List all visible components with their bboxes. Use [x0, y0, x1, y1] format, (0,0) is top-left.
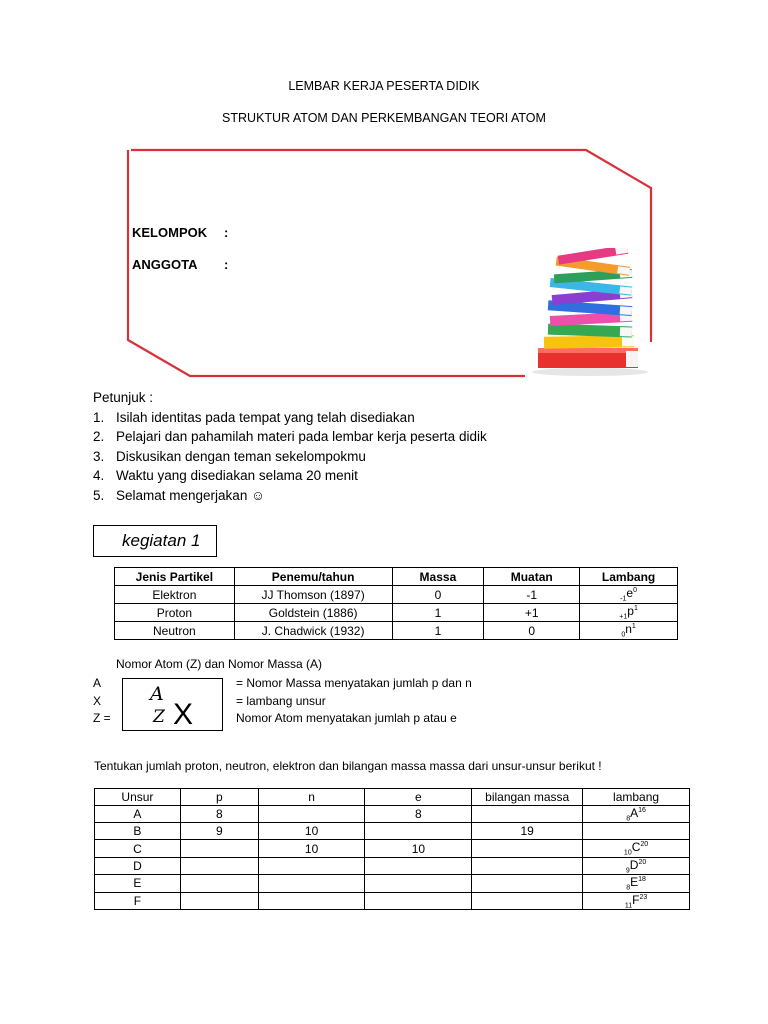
members-label: ANGGOTA [132, 257, 198, 272]
answer-cell[interactable] [180, 857, 258, 874]
notation-desc-z: Nomor Atom menyatakan jumlah p atau e [236, 711, 457, 725]
answer-cell[interactable]: 8 [180, 806, 258, 823]
table-row [95, 823, 690, 840]
table-cell: 0 [392, 586, 484, 604]
table-row [115, 604, 678, 622]
table-header-cell: Lambang [580, 568, 678, 586]
symbol-cell: $_9D^{20}$ [583, 857, 690, 874]
table-cell: +1 [484, 604, 580, 622]
answer-cell[interactable] [258, 857, 365, 874]
members-colon: : [224, 257, 229, 272]
table-row [95, 857, 690, 874]
table-cell: Proton [115, 604, 235, 622]
answer-cell[interactable] [180, 892, 258, 909]
notation-desc-a: = Nomor Massa menyatakan jumlah p dan n [236, 676, 472, 690]
table-header-cell: Massa [392, 568, 484, 586]
symbol-cell: $_0n^1$ [580, 622, 678, 640]
answer-cell[interactable] [472, 840, 583, 857]
table-cell: B [95, 823, 181, 840]
instruction-item: 1. Isilah identitas pada tempat yang telah disediakan [93, 409, 415, 425]
answer-cell[interactable]: 10 [365, 840, 472, 857]
table-cell: C [95, 840, 181, 857]
answer-cell[interactable] [258, 806, 365, 823]
instruction-item: 5. Selamat mengerjakan ☺ [93, 487, 265, 503]
table-header-cell: p [180, 789, 258, 806]
answer-cell[interactable] [180, 840, 258, 857]
notation-heading: Nomor Atom (Z) dan Nomor Massa (A) [116, 657, 323, 671]
notation-desc-x: = lambang unsur [236, 694, 326, 708]
symbol-cell: $_{11}F^{23}$ [583, 892, 690, 909]
instructions-heading: Petunjuk : [93, 390, 154, 405]
answer-cell[interactable]: 8 [365, 806, 472, 823]
answer-cell[interactable]: 19 [472, 823, 583, 840]
answer-cell[interactable] [365, 892, 472, 909]
notation-left-z: Z = [93, 711, 111, 725]
symbol-cell: $_{+1}p^1$ [580, 604, 678, 622]
answer-cell[interactable] [472, 857, 583, 874]
answer-cell[interactable] [180, 875, 258, 892]
table-header-cell: e [365, 789, 472, 806]
table-cell: Elektron [115, 586, 235, 604]
table-row [95, 806, 690, 823]
table-row [95, 875, 690, 892]
table-header-row [115, 568, 678, 586]
answer-cell[interactable] [472, 806, 583, 823]
table-cell: A [95, 806, 181, 823]
symbol-cell: $_8E^{18}$ [583, 875, 690, 892]
table-header-cell: Muatan [484, 568, 580, 586]
notation-box-z: Z [153, 707, 165, 727]
table-header-cell: bilangan massa [472, 789, 583, 806]
worksheet-subtitle: STRUKTUR ATOM DAN PERKEMBANGAN TEORI ATOM [222, 111, 546, 125]
table-cell: Neutron [115, 622, 235, 640]
table-cell: 0 [484, 622, 580, 640]
task-prompt: Tentukan jumlah proton, neutron, elektron dan bilangan massa massa dari unsur-unsur berikut ! [94, 759, 602, 773]
answer-cell[interactable] [365, 875, 472, 892]
symbol-cell: $_8A^{16}$ [583, 806, 690, 823]
table-header-cell: n [258, 789, 365, 806]
instruction-item: 4. Waktu yang disediakan selama 20 menit [93, 468, 358, 483]
table-cell: D [95, 857, 181, 874]
group-colon: : [224, 225, 229, 240]
table-header-row [95, 789, 690, 806]
table-header-cell: lambang [583, 789, 690, 806]
instruction-item: 3. Diskusikan dengan teman sekelompokmu [93, 448, 366, 464]
table-cell: J. Chadwick (1932) [234, 622, 392, 640]
table-row [115, 622, 678, 640]
instruction-item: 2. Pelajari dan pahamilah materi pada lembar kerja peserta didik [93, 429, 487, 444]
answer-cell[interactable] [365, 857, 472, 874]
activity-label-box [93, 525, 217, 557]
answer-cell[interactable] [472, 875, 583, 892]
notation-left-a: A [93, 676, 102, 690]
particles-table [114, 567, 678, 640]
table-cell: E [95, 875, 181, 892]
answer-cell[interactable] [365, 823, 472, 840]
group-label: KELOMPOK [132, 225, 208, 240]
elements-table [94, 788, 690, 910]
table-header-cell: Jenis Partikel [115, 568, 235, 586]
table-cell: F [95, 892, 181, 909]
table-cell: 1 [392, 622, 484, 640]
answer-cell[interactable] [258, 892, 365, 909]
symbol-cell: $_{10}C^{20}$ [583, 840, 690, 857]
answer-cell[interactable] [472, 892, 583, 909]
answer-cell[interactable]: 10 [258, 823, 365, 840]
notation-left-x: X [93, 694, 102, 708]
symbol-cell[interactable] [583, 823, 690, 840]
table-header-cell: Unsur [95, 789, 181, 806]
table-row [95, 840, 690, 857]
answer-cell[interactable]: 10 [258, 840, 365, 857]
table-cell: 1 [392, 604, 484, 622]
instructions [93, 388, 487, 505]
notation-box-a: A [150, 683, 164, 705]
table-cell: -1 [484, 586, 580, 604]
answer-cell[interactable]: 9 [180, 823, 258, 840]
table-cell: Goldstein (1886) [234, 604, 392, 622]
table-row [115, 586, 678, 604]
table-header-cell: Penemu/tahun [234, 568, 392, 586]
worksheet-title: LEMBAR KERJA PESERTA DIDIK [288, 79, 480, 93]
answer-cell[interactable] [258, 875, 365, 892]
symbol-cell: $_{-1}e^0$ [580, 586, 678, 604]
table-cell: JJ Thomson (1897) [234, 586, 392, 604]
activity-label: kegiatan 1 [122, 531, 201, 550]
notation-box-x: X [173, 698, 194, 731]
table-row [95, 892, 690, 909]
book-stack-icon [528, 248, 653, 378]
